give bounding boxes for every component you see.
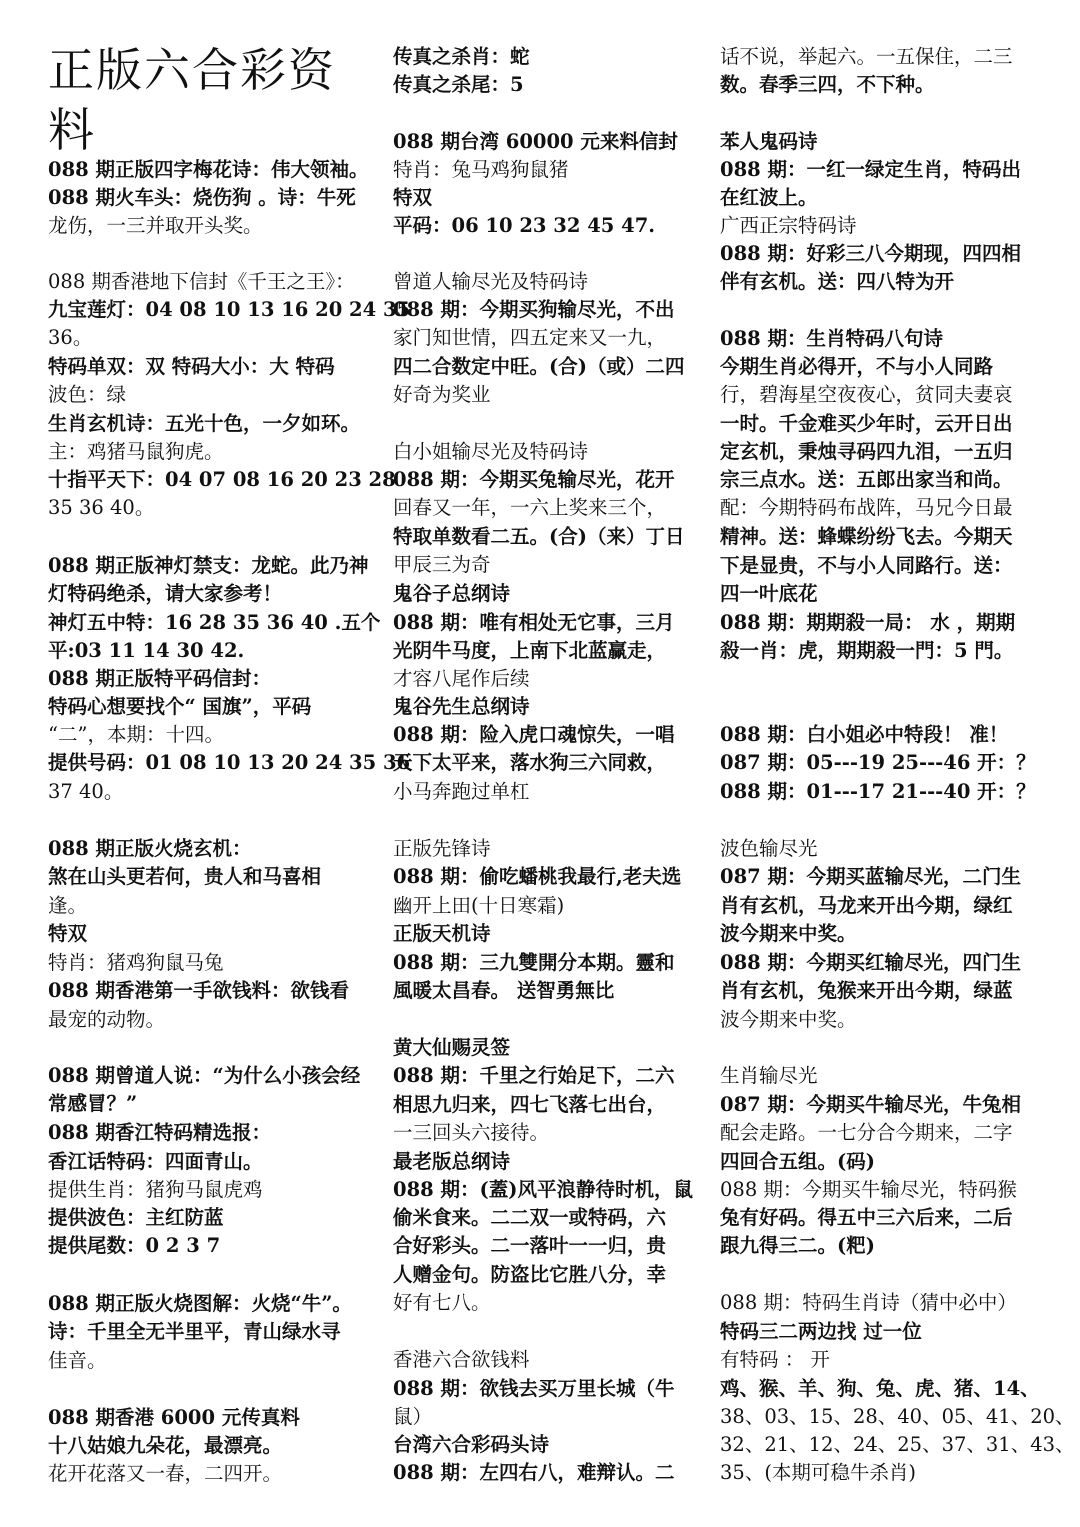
text-line: 特双 xyxy=(393,186,433,209)
text-line: 甲辰三为奇 xyxy=(393,553,491,576)
text-line: 088 期：白小姐必中特段！ 准！ xyxy=(720,723,1009,746)
text-line: 定玄机，秉烛寻码四九泪，一五归 xyxy=(720,440,1013,463)
text-line: 天下太平来，落水狗三六同救， xyxy=(393,751,667,774)
text-line: 鸡、猴、羊、狗、兔、虎、猪、14、 xyxy=(720,1377,1040,1400)
text-line: 提供号码：01 08 10 13 20 24 35 36 xyxy=(48,751,411,774)
text-line: 36。 xyxy=(48,326,93,349)
text-line: 鼠） xyxy=(393,1405,433,1428)
text-line: 四回合五组。(码) xyxy=(720,1150,875,1173)
text-line: 四二合数定中旺。(合)（或）二四 xyxy=(393,355,685,378)
text-line: 特取单数看二五。(合)（来）丁日 xyxy=(393,525,685,548)
text-line: 最老版总纲诗 xyxy=(393,1150,511,1173)
text-line: 主：鸡猪马鼠狗虎。 xyxy=(48,440,224,463)
text-line: 088 期香港地下信封《千王之王》： xyxy=(48,270,355,293)
text-line: 088 期正版火烧图解：火烧“牛”。 xyxy=(48,1292,352,1315)
text-line: 32、21、12、24、25、37、31、43、 xyxy=(720,1433,1075,1456)
text-line: 好奇为奖业 xyxy=(393,383,491,406)
text-line: 088 期香江特码精选报： xyxy=(48,1121,271,1144)
text-line: 九宝莲灯：04 08 10 13 16 20 24 35 xyxy=(48,298,411,321)
text-line: 088 期火车头：烧伤狗 。诗：牛死 xyxy=(48,186,356,209)
text-line: 088 期：好彩三八今期现，四四相 xyxy=(720,242,1021,265)
text-line: 话不说，举起六。一五保住，二三 xyxy=(720,45,1013,68)
text-line: 诗：千里全无半里平，青山绿水寻 xyxy=(48,1320,341,1343)
text-line: 088 期香港 6000 元传真料 xyxy=(48,1406,300,1429)
text-line: 088 期正版火烧玄机： xyxy=(48,837,252,860)
text-line: 下是显贵，不与小人同路行。送： xyxy=(720,554,1013,577)
text-line: 088 期：生肖特码八句诗 xyxy=(720,327,943,350)
text-line: 088 期：险入虎口魂惊失，一唱 xyxy=(393,723,675,746)
text-line: 088 期：唯有相处无它事，三月 xyxy=(393,611,675,634)
text-line: 088 期：01---17 21---40 开：？ xyxy=(720,780,1036,803)
text-line: 088 期：今期买狗输尽光，不出 xyxy=(393,298,675,321)
text-line: 香港六合欲钱料 xyxy=(393,1348,530,1371)
text-line: 殺一肖：虎，期期殺一門：5 門。 xyxy=(720,639,1014,662)
text-line: 鬼谷先生总纲诗 xyxy=(393,695,530,718)
text-line: 平:03 11 14 30 42. xyxy=(48,639,245,662)
text-line: 088 期：今期买兔输尽光，花开 xyxy=(393,468,675,491)
text-line: 煞在山头更若何，贵人和马喜相 xyxy=(48,865,322,888)
text-line: 神灯五中特：16 28 35 36 40 .五个 xyxy=(48,611,381,634)
text-line: 兔有好码。得五中三六后来，二后 xyxy=(720,1206,1013,1229)
text-line: 光阴牛马度，上南下北蓝赢走， xyxy=(393,639,667,662)
text-line: 肖有玄机，马龙来开出今期，绿红 xyxy=(720,894,1013,917)
text-line: 088 期：偷吃蟠桃我最行,老夫选 xyxy=(393,865,682,888)
text-line: 38、03、15、28、40、05、41、20、 xyxy=(720,1405,1075,1428)
text-line: 088 期正版特平码信封： xyxy=(48,667,271,690)
text-line: 偷米食来。二二双一或特码，六 xyxy=(393,1206,667,1229)
text-line: 鬼谷子总纲诗 xyxy=(393,582,511,605)
text-line: 088 期：三九雙開分本期。靈和 xyxy=(393,951,675,974)
text-line: 十指平天下：04 07 08 16 20 23 28 xyxy=(48,468,396,491)
text-line: 特肖：兔马鸡狗鼠猪 xyxy=(393,158,569,181)
text-line: 行，碧海星空夜夜心，贫同夫妻哀 xyxy=(720,383,1013,406)
text-line: 提供尾数：0 2 3 7 xyxy=(48,1234,221,1257)
text-line: 087 期：今期买蓝输尽光，二门生 xyxy=(720,865,1021,888)
text-line: 十八姑娘九朵花，最漂亮。 xyxy=(48,1434,283,1457)
text-line: 正版先锋诗 xyxy=(393,837,491,860)
text-line: 正版天机诗 xyxy=(393,922,491,945)
text-line: 特双 xyxy=(48,922,88,945)
text-line: 有特码 ： 开 xyxy=(720,1348,830,1371)
text-line: 跟九得三二。(粑) xyxy=(720,1234,875,1257)
text-line: 花开花落又一春，二四开。 xyxy=(48,1462,283,1485)
text-line: 088 期：今期买牛输尽光，特码猴 xyxy=(720,1178,1017,1201)
text-line: 黄大仙赐灵签 xyxy=(393,1036,511,1059)
text-line: 37 40。 xyxy=(48,780,124,803)
text-line: 传真之杀肖：蛇 xyxy=(393,45,530,68)
page-title-line1: 正版六合彩资 xyxy=(48,43,336,97)
text-line: 佳音。 xyxy=(48,1349,107,1372)
text-line: 波今期来中奖。 xyxy=(720,1008,857,1031)
text-line: 088 期：今期买红输尽光，四门生 xyxy=(720,951,1021,974)
text-line: 088 期曾道人说：“为什么小孩会经 xyxy=(48,1064,361,1087)
text-line: 精神。送：蜂蝶纷纷飞去。今期天 xyxy=(720,525,1013,548)
text-line: 常感冒？” xyxy=(48,1092,138,1115)
text-line: 广西正宗特码诗 xyxy=(720,214,857,237)
text-line: 今期生肖必得开，不与小人同路 xyxy=(720,355,994,378)
text-line: 088 期：千里之行始足下，二六 xyxy=(393,1064,675,1087)
text-line: 特码心想要找个“ 国旗”，平码 xyxy=(48,695,312,718)
text-line: 台湾六合彩码头诗 xyxy=(393,1433,550,1456)
text-line: 合好彩头。二一落叶一一归，贵 xyxy=(393,1234,667,1257)
text-line: 好有七八。 xyxy=(393,1291,491,1314)
text-line: 四一叶底花 xyxy=(720,582,818,605)
text-line: 才容八尾作后续 xyxy=(393,667,530,690)
text-line: 人赠金句。防盗比它胜八分，幸 xyxy=(393,1263,667,1286)
text-line: 特码三二两边找 过一位 xyxy=(720,1320,922,1343)
text-line: 伴有玄机。送：四八特为开 xyxy=(720,270,955,293)
text-line: 波色输尽光 xyxy=(720,837,818,860)
text-line: 風暖太昌春。 送智勇無比 xyxy=(393,979,615,1002)
text-line: 配会走路。一七分合今期来，二字 xyxy=(720,1121,1013,1144)
text-line: 088 期：(蓋)风平浪静待时机，鼠 xyxy=(393,1178,693,1201)
text-line: “二”，本期：十四。 xyxy=(48,723,224,746)
text-line: 一时。千金难买少年时，云开日出 xyxy=(720,412,1013,435)
text-line: 088 期：期期殺一局： 水 ，期期 xyxy=(720,611,1016,634)
text-line: 088 期正版神灯禁支：龙蛇。此乃神 xyxy=(48,554,369,577)
text-line: 特码单双：双 特码大小：大 特码 xyxy=(48,355,335,378)
text-line: 灯特码绝杀，请大家参考！ xyxy=(48,582,283,605)
text-line: 一三回头六接待。 xyxy=(393,1121,550,1144)
text-line: 相思九归来，四七飞落七出台， xyxy=(393,1093,667,1116)
page-title-line2: 料 xyxy=(48,103,96,157)
text-line: 配：今期特码布战阵，马兄今日最 xyxy=(720,496,1013,519)
text-line: 波今期来中奖。 xyxy=(720,922,857,945)
text-line: 苯人鬼码诗 xyxy=(720,130,818,153)
text-line: 提供波色：主红防蓝 xyxy=(48,1206,224,1229)
text-line: 回春又一年，一六上奖来三个， xyxy=(393,496,667,519)
text-line: 曾道人输尽光及特码诗 xyxy=(393,270,589,293)
text-line: 088 期：欲钱去买万里长城（牛 xyxy=(393,1377,675,1400)
text-line: 088 期：左四右八，难辩认。二 xyxy=(393,1461,675,1484)
text-line: 088 期正版四字梅花诗：伟大领袖。 xyxy=(48,158,369,181)
text-line: 家门知世情，四五定来又一九， xyxy=(393,326,667,349)
text-line: 35、(本期可稳牛杀肖) xyxy=(720,1461,917,1484)
text-line: 香江话特码：四面青山。 xyxy=(48,1150,263,1173)
text-line: 龙伤，一三并取开头奖。 xyxy=(48,214,263,237)
text-line: 生肖输尽光 xyxy=(720,1064,818,1087)
text-line: 088 期台湾 60000 元来料信封 xyxy=(393,130,678,153)
text-line: 在红波上。 xyxy=(720,186,818,209)
text-line: 提供生肖：猪狗马鼠虎鸡 xyxy=(48,1178,263,1201)
text-line: 生肖玄机诗：五光十色，一夕如环。 xyxy=(48,412,361,435)
text-line: 087 期：今期买牛输尽光，牛兔相 xyxy=(720,1093,1021,1116)
text-line: 逢。 xyxy=(48,894,88,917)
text-line: 小马奔跑过单杠 xyxy=(393,780,530,803)
text-line: 宗三点水。送：五郎出家当和尚。 xyxy=(720,468,1013,491)
text-line: 平码：06 10 23 32 45 47. xyxy=(393,214,656,237)
text-line: 087 期：05---19 25---46 开：？ xyxy=(720,751,1036,774)
text-line: 传真之杀尾：5 xyxy=(393,73,524,96)
text-line: 白小姐输尽光及特码诗 xyxy=(393,440,589,463)
text-line: 088 期香港第一手欲钱料：欲钱看 xyxy=(48,979,349,1002)
text-line: 088 期：特码生肖诗（猜中必中） xyxy=(720,1291,1017,1314)
text-line: 波色：绿 xyxy=(48,383,127,406)
text-line: 幽开上田(十日寒霜) xyxy=(393,894,565,917)
text-line: 最宠的动物。 xyxy=(48,1008,166,1031)
text-line: 肖有玄机，兔猴来开出今期，绿蓝 xyxy=(720,979,1013,1002)
text-line: 特肖：猪鸡狗鼠马兔 xyxy=(48,951,224,974)
text-line: 088 期：一红一绿定生肖，特码出 xyxy=(720,158,1021,181)
text-line: 数。春季三四，不下种。 xyxy=(720,73,935,96)
text-line: 35 36 40。 xyxy=(48,496,155,519)
